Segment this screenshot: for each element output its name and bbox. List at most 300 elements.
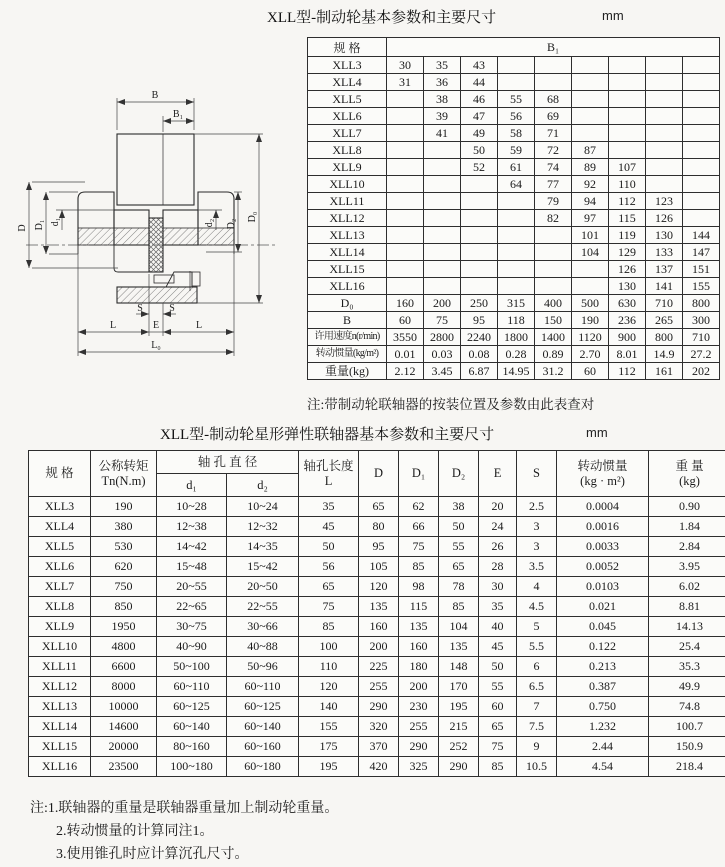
table-cell: 60 xyxy=(387,312,424,329)
spec-header: 规 格 xyxy=(29,451,91,497)
note-line-1: 注:1.联轴器的重量是联轴器重量加上制动轮重量。 xyxy=(30,801,339,816)
table-cell: 236 xyxy=(609,312,646,329)
table-cell: 92 xyxy=(572,176,609,193)
table-cell: 82 xyxy=(535,210,572,227)
table-cell xyxy=(498,57,535,74)
table-cell: 75 xyxy=(299,597,359,617)
table-cell: 75 xyxy=(399,537,439,557)
table-cell: 50 xyxy=(461,142,498,159)
table-cell xyxy=(461,210,498,227)
table-cell: XLL8 xyxy=(308,142,387,159)
table-cell: 24 xyxy=(479,517,517,537)
table-cell: 95 xyxy=(359,537,399,557)
table-cell xyxy=(387,193,424,210)
table-cell: 47 xyxy=(461,108,498,125)
table-cell xyxy=(535,244,572,261)
table-cell: 3.95 xyxy=(649,557,725,577)
table-cell: 144 xyxy=(683,227,720,244)
table-cell: 148 xyxy=(439,657,479,677)
table-cell: 10~28 xyxy=(157,497,227,517)
table-cell: 22~65 xyxy=(157,597,227,617)
table-row xyxy=(29,497,725,517)
inertia-header-line1: 转动惯量 xyxy=(577,458,628,473)
table-cell xyxy=(424,261,461,278)
coupling-table xyxy=(28,450,725,777)
table-cell: 0.213 xyxy=(557,657,649,677)
table-cell: 750 xyxy=(91,577,157,597)
table-cell xyxy=(424,244,461,261)
table-cell: XLL10 xyxy=(29,637,91,657)
table-row xyxy=(308,278,720,295)
table-cell: 380 xyxy=(91,517,157,537)
table-cell: 325 xyxy=(399,757,439,777)
table2-unit-label: mm xyxy=(586,425,608,440)
dim-label-B1: B₁ xyxy=(172,109,184,120)
table-cell: 252 xyxy=(439,737,479,757)
table-cell: 60 xyxy=(572,363,609,380)
b1-header: B₁ xyxy=(387,38,720,57)
table-cell: 85 xyxy=(299,617,359,637)
table-cell xyxy=(683,108,720,125)
table-cell: 2800 xyxy=(424,329,461,346)
table-cell: 74.8 xyxy=(649,697,725,717)
table-cell: 14.9 xyxy=(646,346,683,363)
table-cell xyxy=(683,125,720,142)
table-cell: 190 xyxy=(91,497,157,517)
table-cell xyxy=(424,210,461,227)
table-cell: 180 xyxy=(399,657,439,677)
table-cell: 7.5 xyxy=(517,717,557,737)
coupling-outline xyxy=(78,134,234,303)
table-cell xyxy=(683,159,720,176)
table-cell xyxy=(387,210,424,227)
table-cell: 218.4 xyxy=(649,757,725,777)
table-row xyxy=(308,261,720,278)
table-row xyxy=(308,57,720,74)
table-cell: 110 xyxy=(609,176,646,193)
table-cell: 79 xyxy=(535,193,572,210)
table-cell: 94 xyxy=(572,193,609,210)
table-footer-row xyxy=(308,312,720,329)
table-cell: 320 xyxy=(359,717,399,737)
table-cell: 65 xyxy=(439,557,479,577)
table-cell xyxy=(572,108,609,125)
table-cell: 112 xyxy=(609,363,646,380)
table-cell xyxy=(424,227,461,244)
table-cell: 3 xyxy=(517,537,557,557)
technical-drawing xyxy=(16,82,302,384)
table-cell: 1950 xyxy=(91,617,157,637)
dim-label-D: D xyxy=(17,224,28,232)
table-row xyxy=(308,227,720,244)
table-cell: 60~180 xyxy=(227,757,299,777)
table-cell xyxy=(535,261,572,278)
table-cell: 265 xyxy=(646,312,683,329)
table-cell: 68 xyxy=(535,91,572,108)
torque-header-line2: Tn(N.m) xyxy=(101,473,146,488)
table-cell xyxy=(683,91,720,108)
table-cell: 0.122 xyxy=(557,637,649,657)
table-cell: 6 xyxy=(517,657,557,677)
S-header: S xyxy=(517,451,557,497)
table-cell xyxy=(387,261,424,278)
table-cell: 38 xyxy=(439,497,479,517)
table-row xyxy=(308,91,720,108)
table-cell xyxy=(646,74,683,91)
table-cell: 52 xyxy=(461,159,498,176)
table-cell: 转动惯量(kg/m²) xyxy=(308,346,387,363)
table-cell: 2240 xyxy=(461,329,498,346)
table-cell: 25.4 xyxy=(649,637,725,657)
table-footer-row xyxy=(308,346,720,363)
table-cell: XLL11 xyxy=(29,657,91,677)
table-cell: 190 xyxy=(572,312,609,329)
table-cell: 155 xyxy=(683,278,720,295)
table-cell: 710 xyxy=(646,295,683,312)
table-cell xyxy=(683,74,720,91)
table-cell: 22~55 xyxy=(227,597,299,617)
table-cell xyxy=(387,125,424,142)
table-cell: XLL4 xyxy=(308,74,387,91)
table-cell: 14.95 xyxy=(498,363,535,380)
table-cell: 23500 xyxy=(91,757,157,777)
table1-title: XLL型-制动轮基本参数和主要尺寸 xyxy=(267,10,497,26)
E-header: E xyxy=(479,451,517,497)
table-cell: 0.89 xyxy=(535,346,572,363)
table-cell: 0.0052 xyxy=(557,557,649,577)
table-cell: 77 xyxy=(535,176,572,193)
table-cell: 27.2 xyxy=(683,346,720,363)
weight-header xyxy=(649,451,725,497)
table-cell: 630 xyxy=(609,295,646,312)
table-cell xyxy=(683,176,720,193)
table-cell xyxy=(387,176,424,193)
table-cell: 420 xyxy=(359,757,399,777)
table-row xyxy=(29,677,725,697)
dim-label-S-left: S xyxy=(137,303,143,314)
table-cell xyxy=(387,159,424,176)
table-cell: 55 xyxy=(439,537,479,557)
table-cell: 12~38 xyxy=(157,517,227,537)
table-cell xyxy=(387,278,424,295)
table-cell: 0.0016 xyxy=(557,517,649,537)
table-cell: 135 xyxy=(439,637,479,657)
table-cell: XLL16 xyxy=(308,278,387,295)
table-cell: 150 xyxy=(535,312,572,329)
table-cell: 140 xyxy=(299,697,359,717)
table-cell: 147 xyxy=(683,244,720,261)
table-cell: 100.7 xyxy=(649,717,725,737)
table-cell: 200 xyxy=(399,677,439,697)
table-row xyxy=(308,210,720,227)
table-row xyxy=(308,74,720,91)
table-cell: 0.045 xyxy=(557,617,649,637)
table-cell: XLL7 xyxy=(308,125,387,142)
table-cell: 60~125 xyxy=(157,697,227,717)
table-cell: XLL8 xyxy=(29,597,91,617)
table-row xyxy=(29,557,725,577)
table-cell: 150.9 xyxy=(649,737,725,757)
table-cell: 0.0033 xyxy=(557,537,649,557)
weight-header-line1: 重 量 xyxy=(675,458,704,473)
right-section-hatch xyxy=(163,228,234,245)
brake-drum-top xyxy=(117,134,194,205)
table-cell: 133 xyxy=(646,244,683,261)
table-cell xyxy=(535,74,572,91)
table-cell: 315 xyxy=(498,295,535,312)
table-cell: 36 xyxy=(424,74,461,91)
table-cell: 2.12 xyxy=(387,363,424,380)
table-cell: 8000 xyxy=(91,677,157,697)
table-cell: 135 xyxy=(359,597,399,617)
table-cell: 58 xyxy=(498,125,535,142)
D1-header: D₁ xyxy=(399,451,439,497)
table-cell: 95 xyxy=(461,312,498,329)
table-cell: XLL9 xyxy=(308,159,387,176)
table-cell: 105 xyxy=(359,557,399,577)
table-cell: 115 xyxy=(609,210,646,227)
table-cell: 2.44 xyxy=(557,737,649,757)
table-cell: 8.81 xyxy=(649,597,725,617)
table-cell: 74 xyxy=(535,159,572,176)
table-cell: XLL3 xyxy=(29,497,91,517)
table-row xyxy=(308,176,720,193)
table-cell xyxy=(424,278,461,295)
table-cell: 0.750 xyxy=(557,697,649,717)
table-cell: 620 xyxy=(91,557,157,577)
table-cell xyxy=(387,91,424,108)
table-cell xyxy=(646,176,683,193)
dim-label-L-left: L xyxy=(109,320,117,331)
dim-label-D0: D₀ xyxy=(247,211,258,223)
table-cell: 14.13 xyxy=(649,617,725,637)
table-cell: 50 xyxy=(299,537,359,557)
star-element xyxy=(149,218,163,272)
table-cell xyxy=(572,57,609,74)
table-cell xyxy=(572,74,609,91)
table-cell: 60~140 xyxy=(227,717,299,737)
inertia-header-line2: (kg · m²) xyxy=(580,473,625,488)
table-cell xyxy=(572,261,609,278)
table-cell: 38 xyxy=(424,91,461,108)
table-cell: 2.84 xyxy=(649,537,725,557)
table-cell: 50 xyxy=(479,657,517,677)
table-cell xyxy=(498,193,535,210)
table-cell xyxy=(683,142,720,159)
dim-label-S-right: S xyxy=(169,303,175,314)
table-cell: 3.45 xyxy=(424,363,461,380)
table-cell: 155 xyxy=(299,717,359,737)
table-cell xyxy=(461,227,498,244)
table-cell xyxy=(535,227,572,244)
table-cell: 55 xyxy=(479,677,517,697)
table-cell: 800 xyxy=(646,329,683,346)
left-section-hatch xyxy=(78,228,149,245)
table-cell xyxy=(683,193,720,210)
table-cell xyxy=(461,244,498,261)
table-cell: 0.01 xyxy=(387,346,424,363)
table-cell: D₀ xyxy=(308,295,387,312)
table-cell: 215 xyxy=(439,717,479,737)
table-cell: 115 xyxy=(399,597,439,617)
table-cell: 135 xyxy=(399,617,439,637)
table-cell: XLL15 xyxy=(308,261,387,278)
table-cell xyxy=(461,193,498,210)
table-cell: 710 xyxy=(683,329,720,346)
d1-header: d₁ xyxy=(157,474,227,497)
table-cell: 0.0103 xyxy=(557,577,649,597)
table-cell: 35 xyxy=(299,497,359,517)
table-cell: 8.01 xyxy=(609,346,646,363)
table-cell: 60~140 xyxy=(157,717,227,737)
table-cell: XLL6 xyxy=(308,108,387,125)
table-footer-row xyxy=(308,363,720,380)
table-cell: XLL13 xyxy=(29,697,91,717)
table-cell: 130 xyxy=(646,227,683,244)
table-cell: 1400 xyxy=(535,329,572,346)
table-cell xyxy=(572,91,609,108)
lower-left-sleeve xyxy=(114,245,149,272)
table-cell: 85 xyxy=(399,557,439,577)
table-cell: 225 xyxy=(359,657,399,677)
table-cell: 71 xyxy=(535,125,572,142)
table-cell xyxy=(387,108,424,125)
table-cell: 400 xyxy=(535,295,572,312)
table-cell: 85 xyxy=(439,597,479,617)
table-cell: 9 xyxy=(517,737,557,757)
table-row xyxy=(29,737,725,757)
table-cell: 137 xyxy=(646,261,683,278)
table-cell: 6.87 xyxy=(461,363,498,380)
table-cell: 20000 xyxy=(91,737,157,757)
table-row xyxy=(308,108,720,125)
table-cell: 126 xyxy=(646,210,683,227)
bore-diameter-header: 轴 孔 直 径 xyxy=(157,451,299,474)
table-cell xyxy=(424,193,461,210)
table-cell: 31.2 xyxy=(535,363,572,380)
table-cell: 4.54 xyxy=(557,757,649,777)
table-cell xyxy=(683,210,720,227)
table-cell: 40 xyxy=(479,617,517,637)
dim-label-E: E xyxy=(152,320,160,331)
table-cell: XLL3 xyxy=(308,57,387,74)
table-cell: 200 xyxy=(359,637,399,657)
table-cell xyxy=(535,278,572,295)
table-cell xyxy=(646,159,683,176)
table-cell xyxy=(387,227,424,244)
table-cell: XLL15 xyxy=(29,737,91,757)
table-cell: 1.232 xyxy=(557,717,649,737)
table-cell: 60~125 xyxy=(227,697,299,717)
table-cell xyxy=(498,210,535,227)
table-cell: 107 xyxy=(609,159,646,176)
table-cell: 120 xyxy=(359,577,399,597)
table-cell xyxy=(646,57,683,74)
table-cell: 60~160 xyxy=(227,737,299,757)
table-cell: 800 xyxy=(683,295,720,312)
table-row xyxy=(29,657,725,677)
table-cell: 20 xyxy=(479,497,517,517)
brake-wheel-table xyxy=(307,37,720,380)
table-cell xyxy=(498,244,535,261)
table-cell: 0.08 xyxy=(461,346,498,363)
table-cell: 900 xyxy=(609,329,646,346)
dim-label-B: B xyxy=(151,90,159,101)
table-footer-row xyxy=(308,295,720,312)
table-row xyxy=(29,717,725,737)
table-cell: XLL14 xyxy=(308,244,387,261)
table-cell: 3550 xyxy=(387,329,424,346)
dim-label-D1: D₁ xyxy=(34,219,45,231)
table-cell: 35 xyxy=(479,597,517,617)
table-row xyxy=(29,597,725,617)
table-cell: 30 xyxy=(479,577,517,597)
table-cell: 3 xyxy=(517,517,557,537)
table-row xyxy=(29,757,725,777)
table-cell xyxy=(424,142,461,159)
table-cell: 6.02 xyxy=(649,577,725,597)
table-cell: 60~110 xyxy=(157,677,227,697)
table-cell: 4800 xyxy=(91,637,157,657)
table-header-row-1 xyxy=(29,451,725,474)
table-cell: 28 xyxy=(479,557,517,577)
table-cell: 61 xyxy=(498,159,535,176)
dim-label-L-right: L xyxy=(195,320,203,331)
dim-label-d1: d₁ xyxy=(50,217,61,227)
table1-note: 注:带制动轮联轴器的按装位置及参数由此表查对 xyxy=(307,397,595,412)
table-cell: 370 xyxy=(359,737,399,757)
table-cell: 65 xyxy=(479,717,517,737)
table-cell: 2.70 xyxy=(572,346,609,363)
table-cell: 78 xyxy=(439,577,479,597)
table-cell xyxy=(683,57,720,74)
dim-label-d2: d₂ xyxy=(204,218,215,228)
table-cell: 5 xyxy=(517,617,557,637)
note-line-3: 3.使用锥孔时应计算沉孔尺寸。 xyxy=(56,847,249,862)
bore-length-header xyxy=(299,451,359,497)
table-cell: 4 xyxy=(517,577,557,597)
table-cell: 6.5 xyxy=(517,677,557,697)
table-cell: 160 xyxy=(387,295,424,312)
table-cell: 110 xyxy=(299,657,359,677)
table-header-row xyxy=(308,38,720,57)
table-cell: 50~100 xyxy=(157,657,227,677)
table-cell: XLL13 xyxy=(308,227,387,244)
table-cell: 49 xyxy=(461,125,498,142)
table-cell: 129 xyxy=(609,244,646,261)
table-cell: XLL4 xyxy=(29,517,91,537)
table-cell: 118 xyxy=(498,312,535,329)
table-cell xyxy=(498,278,535,295)
table-cell: 175 xyxy=(299,737,359,757)
table-cell: XLL11 xyxy=(308,193,387,210)
table-cell: 30~75 xyxy=(157,617,227,637)
table-cell: XLL16 xyxy=(29,757,91,777)
table-row xyxy=(308,125,720,142)
table-cell: 98 xyxy=(399,577,439,597)
table-cell: 200 xyxy=(424,295,461,312)
table-cell: 160 xyxy=(359,617,399,637)
bolt-head xyxy=(192,272,200,286)
table-row xyxy=(308,193,720,210)
table-cell: 100~180 xyxy=(157,757,227,777)
table-cell: 14600 xyxy=(91,717,157,737)
table-cell: 290 xyxy=(359,697,399,717)
inertia-header xyxy=(557,451,649,497)
note-line-2: 2.转动惯量的计算同注1。 xyxy=(56,824,214,839)
table-cell xyxy=(609,142,646,159)
table-cell: 43 xyxy=(461,57,498,74)
